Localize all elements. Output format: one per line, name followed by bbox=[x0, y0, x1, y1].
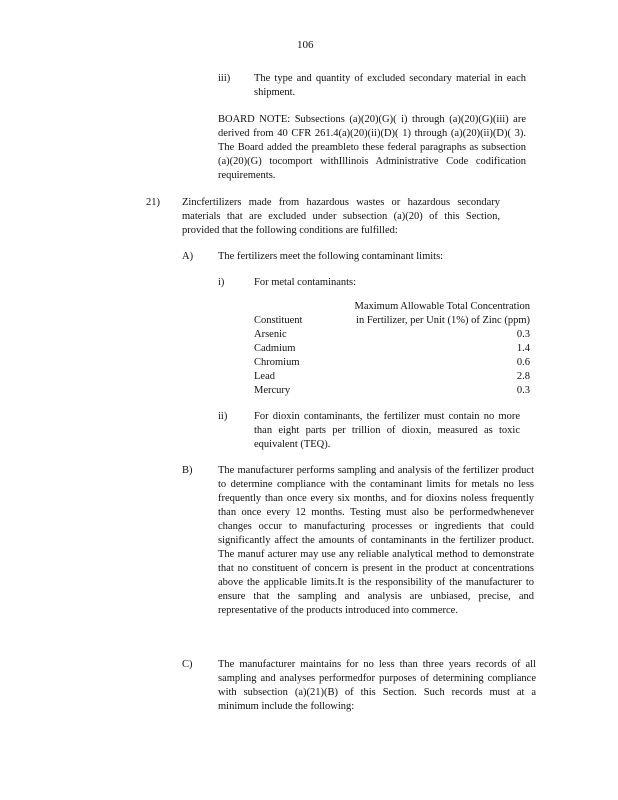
page-number: 106 bbox=[297, 39, 314, 51]
value-cell: 1.4 bbox=[516, 343, 530, 354]
value-cell: 0.3 bbox=[516, 385, 530, 396]
item-a-text: The fertilizers meet the following contaminant limits: bbox=[218, 251, 444, 262]
table-header-concentration-line2: in Fertilizer, per Unit (1%) of Zinc (ppm) bbox=[356, 315, 530, 326]
item-a-i-label: i) bbox=[218, 277, 225, 288]
item-iii-label: iii) bbox=[218, 73, 231, 84]
table-row bbox=[254, 356, 530, 370]
constituent-cell: Lead bbox=[254, 371, 275, 382]
table-row bbox=[254, 328, 530, 342]
value-cell: 2.8 bbox=[516, 371, 530, 382]
table-header-concentration-line1: Maximum Allowable Total Concentration bbox=[354, 301, 530, 312]
table-row bbox=[254, 370, 530, 384]
table-row bbox=[254, 342, 530, 356]
item-a-label: A) bbox=[182, 251, 194, 262]
item-21-text: Zincfertilizers made from hazardous wastes or hazardous secondary materials that are excluded under subsection (a)(20) of this Section, provided that the following conditions are fulfilled: bbox=[182, 197, 500, 236]
value-cell: 0.6 bbox=[516, 357, 530, 368]
item-c-text: The manufacturer maintains for no less than three years records of all sampling and analyses performedfor purposes of determining compliance with subsection (a)(21)(B) of this Section. Such records must at a minimum include the following: bbox=[218, 659, 536, 712]
value-cell: 0.3 bbox=[516, 329, 530, 340]
table-row bbox=[254, 384, 530, 398]
table-header-constituent: Constituent bbox=[254, 315, 303, 326]
constituent-cell: Arsenic bbox=[254, 329, 287, 340]
contaminant-table bbox=[254, 300, 530, 398]
item-a-i-text: For metal contaminants: bbox=[254, 277, 357, 288]
item-a-ii-text: For dioxin contaminants, the fertilizer must contain no more than eight parts per trillion of dioxin, measured as toxic equivalent (TEQ). bbox=[254, 411, 520, 450]
item-c-label: C) bbox=[182, 659, 193, 670]
constituent-cell: Mercury bbox=[254, 385, 291, 396]
board-note: BOARD NOTE: Subsections (a)(20)(G)( i) through (a)(20)(G)(iii) are derived from 40 CFR 261.4(a)(20)(ii)(D)( 1) through (a)(20)(ii)(D)( 3). The Board added the preambleto these federal paragraphs as subsection (a)(20)(G) tocomport withIllinois Administrative Code codification requirements. bbox=[218, 114, 526, 181]
item-iii-text: The type and quantity of excluded secondary material in each shipment. bbox=[254, 73, 526, 98]
constituent-cell: Cadmium bbox=[254, 343, 296, 354]
item-b-label: B) bbox=[182, 465, 193, 476]
item-b-text: The manufacturer performs sampling and analysis of the fertilizer product to determine compliance with the contaminant limits for metals no less frequently than once every six months, and for dioxins noless frequently than once every 12 months. Testing must also be performedwhenever changes occur to manufacturing processes or ingredients that could significantly affect the amounts of contaminants in the fertilizer product. The manuf acturer may use any reliable analytical method to demonstrate that no constituent of concern is present in the product at concentrations above the applicable limits.It is the responsibility of the manufacturer to ensure that the sampling and analysis are unbiased, precise, and representative of the products introduced into commerce. bbox=[218, 465, 534, 616]
item-21-label: 21) bbox=[146, 197, 160, 208]
item-a-ii-label: ii) bbox=[218, 411, 228, 422]
constituent-cell: Chromium bbox=[254, 357, 300, 368]
